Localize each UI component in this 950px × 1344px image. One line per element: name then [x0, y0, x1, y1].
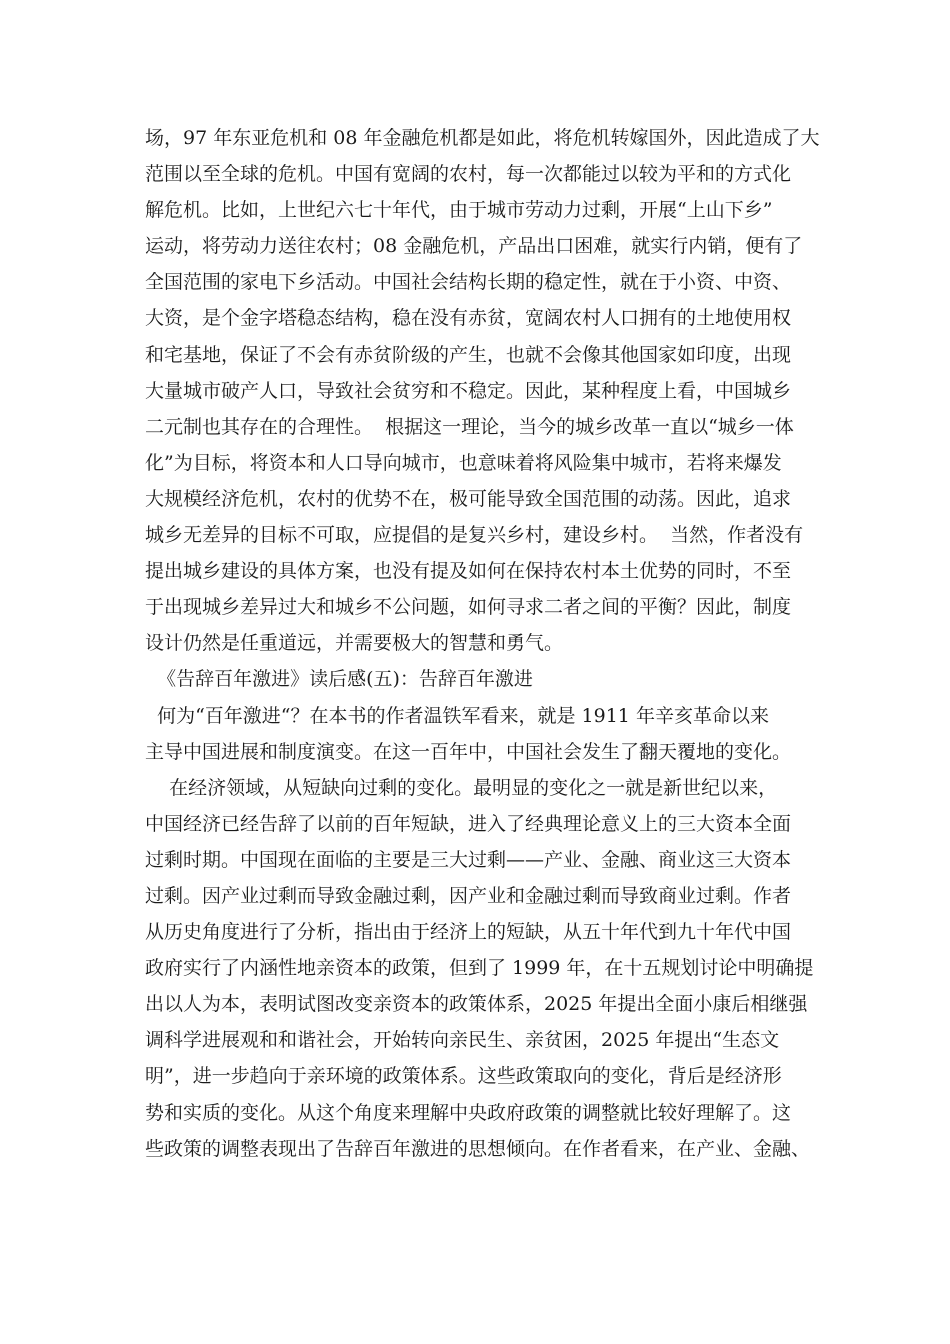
text-line: 过剩。因产业过剩而导致金融过剩，因产业和金融过剩而导致商业过剩。作者: [145, 884, 792, 907]
text-line: 提出城乡建设的具体方案，也没有提及如何在保持农村本土优势的同时，不至: [145, 560, 792, 583]
text-line: 解危机。比如，上世纪六七十年代，由于城市劳动力过剩，开展“上山下乡”: [145, 199, 773, 222]
body-text: [145, 120, 820, 1167]
text-line: 设计仍然是任重道远，并需要极大的智慧和勇气。: [145, 632, 564, 655]
text-line: 何为“百年激进“？在本书的作者温铁军看来，就是 1911 年辛亥革命以来: [145, 704, 769, 727]
text-line: 场，97 年东亚危机和 08 年金融危机都是如此，将危机转嫁国外，因此造成了大: [145, 127, 820, 149]
text-line: 势和实质的变化。从这个角度来理解中央政府政策的调整就比较好理解了。这: [145, 1101, 792, 1124]
text-line: 运动，将劳动力送往农村；08 金融危机，产品出口困难，就实行内销，便有了: [145, 235, 803, 258]
text-line: 全国范围的家电下乡活动。中国社会结构长期的稳定性，就在于小资、中资、: [145, 271, 792, 294]
text-line: 调科学进展观和和谐社会，开始转向亲民生、亲贫困，2025 年提出“生态文: [145, 1029, 780, 1052]
text-line: 大资，是个金字塔稳态结构，稳在没有赤贫，宽阔农村人口拥有的土地使用权: [145, 307, 792, 330]
text-line: 和宅基地，保证了不会有赤贫阶级的产生，也就不会像其他国家如印度，出现: [145, 343, 792, 366]
text-line: 在经济领域，从短缺向过剩的变化。最明显的变化之一就是新世纪以来，: [145, 776, 778, 799]
text-line: 过剩时期。中国现在面临的主要是三大过剩——产业、金融、商业这三大资本: [145, 848, 792, 871]
text-line: 些政策的调整表现出了告辞百年激进的思想倾向。在作者看来，在产业、金融、: [145, 1137, 811, 1160]
text-line: 范围以至全球的危机。中国有宽阔的农村，每一次都能过以较为平和的方式化: [145, 163, 792, 186]
text-line: 于出现城乡差异过大和城乡不公问题，如何寻求二者之间的平衡？因此，制度: [145, 596, 792, 619]
text-line: 中国经济已经告辞了以前的百年短缺，进入了经典理论意义上的三大资本全面: [145, 812, 792, 835]
text-line: 城乡无差异的目标不可取，应提倡的是复兴乡村，建设乡村。 当然，作者没有: [145, 524, 804, 547]
text-line: 大规模经济危机，农村的优势不在，极可能导致全国范围的动荡。因此，追求: [145, 487, 792, 510]
text-line: 出以人为本，表明试图改变亲资本的政策体系，2025 年提出全面小康后相继强: [145, 993, 808, 1016]
section-heading: 《告辞百年激进》读后感(五)：告辞百年激进: [145, 668, 533, 691]
text-line: 化”为目标，将资本和人口导向城市，也意味着将风险集中城市，若将来爆发: [145, 451, 782, 474]
text-line: 大量城市破产人口，导致社会贫穷和不稳定。因此，某种程度上看，中国城乡: [145, 379, 792, 402]
text-line: 明”，进一步趋向于亲环境的政策体系。这些政策取向的变化，背后是经济形: [145, 1065, 782, 1088]
text-line: 从历史角度进行了分析，指出由于经济上的短缺，从五十年代到九十年代中国: [145, 921, 792, 944]
text-line: 二元制也其存在的合理性。 根据这一理论，当今的城乡改革一直以“城乡一体: [145, 415, 794, 438]
text-line: 政府实行了内涵性地亲资本的政策，但到了 1999 年，在十五规划讨论中明确提: [145, 957, 814, 980]
text-line: 主导中国进展和制度演变。在这一百年中，中国社会发生了翻天覆地的变化。: [145, 740, 792, 763]
